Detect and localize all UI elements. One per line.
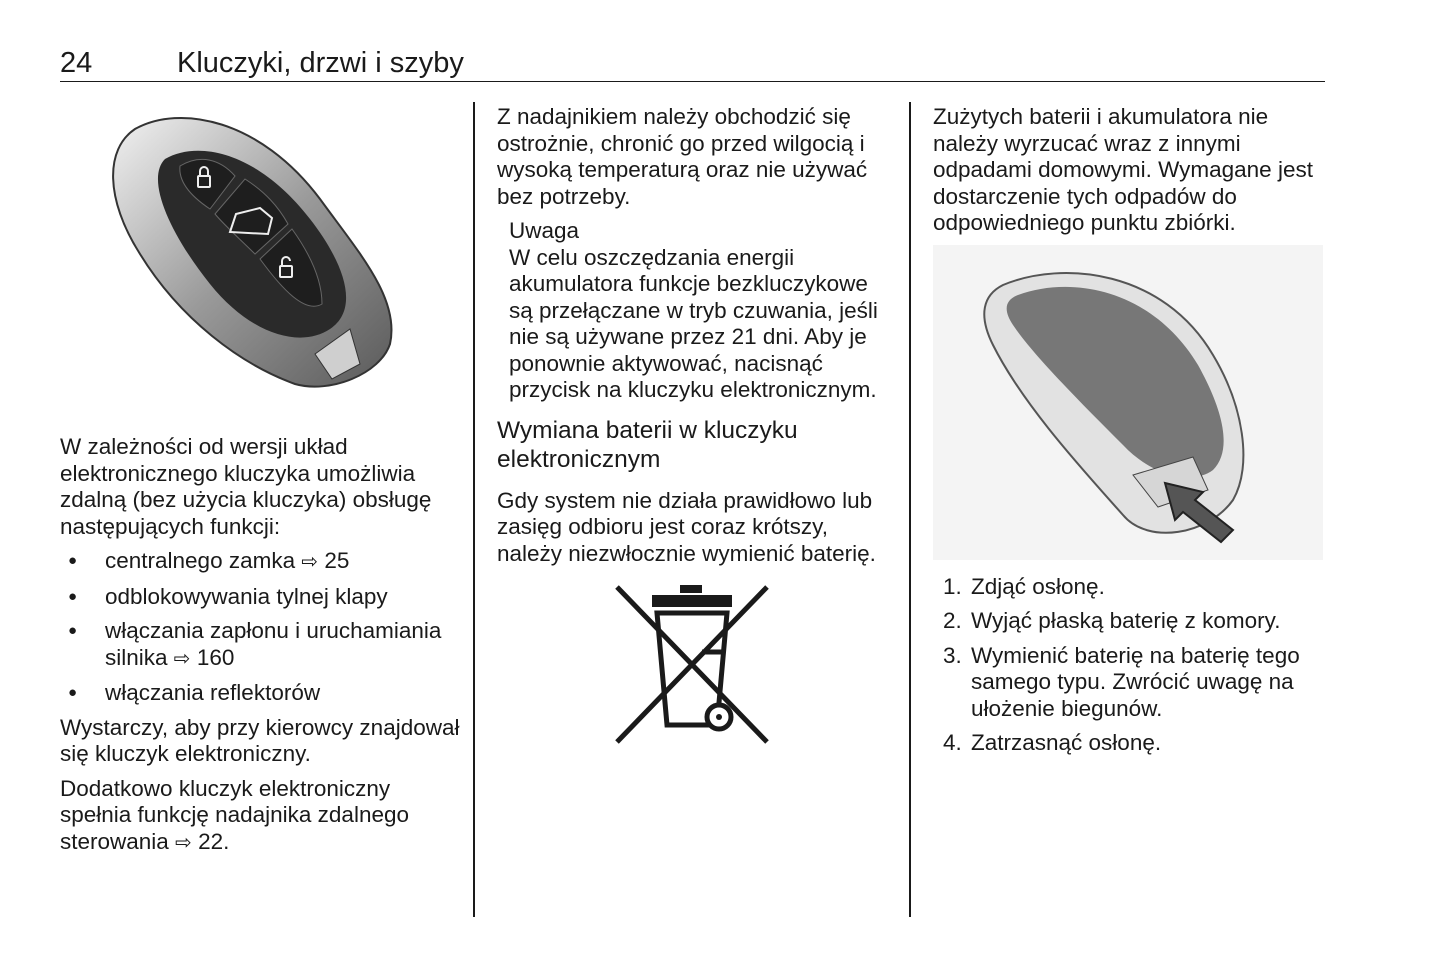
section-heading: Wymiana baterii w kluczyku elektronicznym xyxy=(497,416,798,473)
list-item: 3. Wymienić baterię na baterię tego samego typu. Zwrócić uwagę na ułożenie biegunów. xyxy=(943,642,1300,721)
page-reference[interactable]: 25 xyxy=(324,548,350,573)
column-2 xyxy=(497,104,897,747)
column-1 xyxy=(60,104,460,864)
column-3 xyxy=(933,104,1328,765)
list-item: 2. Wyjąć płaską baterię z komory. xyxy=(943,608,1281,633)
note-title: Uwaga xyxy=(509,218,580,243)
page-header xyxy=(60,45,1325,82)
feature-list xyxy=(60,548,460,707)
column-divider xyxy=(473,102,475,917)
list-item: ● włączania reflektorów xyxy=(60,680,460,707)
smart-key-illustration xyxy=(60,104,460,434)
remote-paragraph: Dodatkowo kluczyk elektroniczny spełnia funkcję nadajnika zdalnego sterowania ⇨ 22. xyxy=(60,775,410,854)
page-reference[interactable]: 22 xyxy=(198,828,224,854)
note-text: W celu oszczędzania energii akumulatora funkcje bezkluczykowe są przełączane w tryb czuwania, jeśli nie są używane przez 21 dni. Aby je ponownie aktywować, nacisnąć przycisk na kluczyku elektronicznym. xyxy=(509,244,878,402)
column-divider xyxy=(909,102,911,917)
care-paragraph: Z nadajnikiem należy obchodzić się ostrożnie, chronić go przed wilgocią i wysoką temperaturą oraz nie używać bez potrzeby. xyxy=(497,104,868,209)
list-item: ● włączania zapłonu i uruchamiania silnika ⇨ 160 xyxy=(60,618,460,672)
page-reference[interactable]: 160 xyxy=(196,644,235,670)
list-item: 4. Zatrzasnąć osłonę. xyxy=(943,730,1162,755)
page-number: 24 xyxy=(60,47,93,79)
driver-paragraph: Wystarczy, aby przy kierowcy znajdował się kluczyk elektroniczny. xyxy=(60,714,460,766)
intro-paragraph: W zależności od wersji układ elektronicznego kluczyka umożliwia zdalną (bez użycia kluczyka) obsługę następujących funkcji: xyxy=(60,434,432,539)
step-list xyxy=(933,574,1328,757)
list-item: ● centralnego zamka ⇨ 25 xyxy=(60,548,460,576)
note-box xyxy=(509,218,897,404)
list-item: 1. Zdjąć osłonę. xyxy=(943,573,1105,599)
key-cover-illustration xyxy=(933,245,1323,560)
battery-paragraph: Gdy system nie działa prawidłowo lub zasięg odbioru jest coraz krótszy, należy niezwłocznie wymienić baterię. xyxy=(497,487,876,566)
chapter-title: Kluczyki, drzwi i szyby xyxy=(177,47,464,79)
list-item: ● odblokowywania tylnej klapy xyxy=(60,584,460,611)
recycle-bin-crossed-icon xyxy=(497,577,897,747)
disposal-paragraph: Zużytych baterii i akumulatora nie należy wyrzucać wraz z innymi odpadami domowymi. Wymagane jest dostarczenie tych odpadów do odpowiedniego punktu zbiórki. xyxy=(933,104,1313,235)
